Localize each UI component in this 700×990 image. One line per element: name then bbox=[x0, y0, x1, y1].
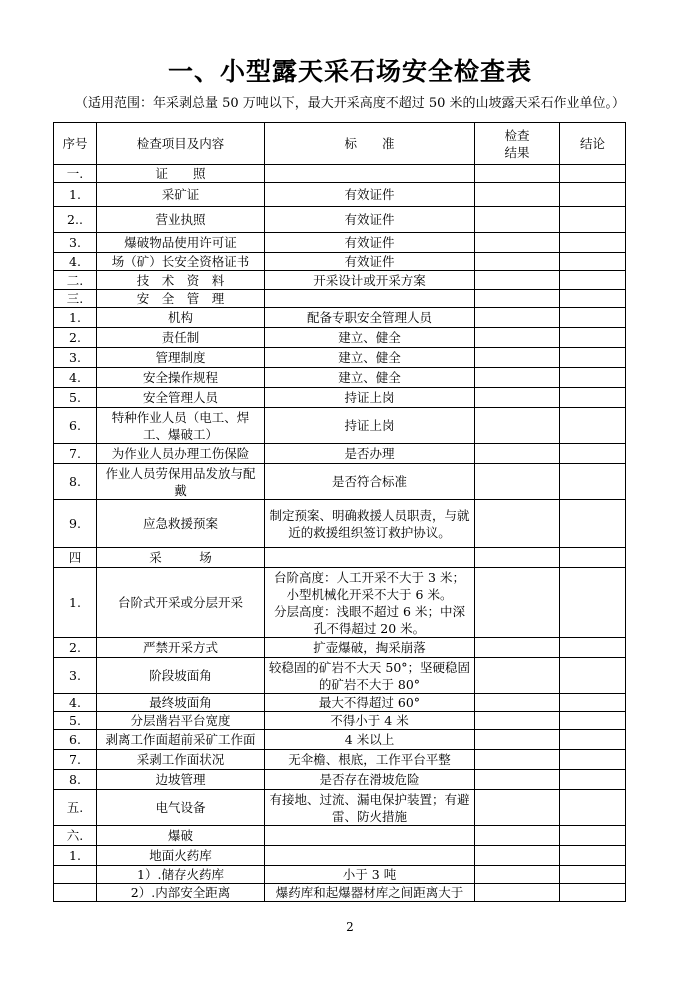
row-standard: 有效证件 bbox=[265, 183, 475, 207]
row-no: 六. bbox=[54, 826, 97, 846]
row-conclusion bbox=[560, 638, 626, 658]
row-conclusion bbox=[560, 444, 626, 464]
row-item: 2）.内部安全距离 bbox=[97, 884, 265, 902]
table-row bbox=[54, 884, 626, 902]
row-result bbox=[475, 388, 560, 408]
row-item: 采剥工作面状况 bbox=[97, 750, 265, 770]
row-conclusion bbox=[560, 770, 626, 790]
row-item: 严禁开采方式 bbox=[97, 638, 265, 658]
row-item: 机构 bbox=[97, 308, 265, 328]
row-conclusion bbox=[560, 548, 626, 568]
row-result bbox=[475, 348, 560, 368]
row-standard: 较稳固的矿岩不大天 50°；坚硬稳固的矿岩不大于 80° bbox=[265, 658, 475, 694]
row-result bbox=[475, 308, 560, 328]
row-conclusion bbox=[560, 500, 626, 548]
row-standard: 配备专职安全管理人员 bbox=[265, 308, 475, 328]
table-row bbox=[54, 183, 626, 207]
row-no: 6. bbox=[54, 730, 97, 750]
table-row bbox=[54, 388, 626, 408]
row-standard: 有效证件 bbox=[265, 233, 475, 253]
row-item: 分层凿岩平台宽度 bbox=[97, 712, 265, 730]
row-item: 爆破 bbox=[97, 826, 265, 846]
row-result bbox=[475, 658, 560, 694]
row-result bbox=[475, 866, 560, 884]
table-row bbox=[54, 233, 626, 253]
row-standard: 最大不得超过 60° bbox=[265, 694, 475, 712]
row-conclusion bbox=[560, 290, 626, 308]
row-item: 特种作业人员（电工、焊工、爆破工） bbox=[97, 408, 265, 444]
row-result bbox=[475, 253, 560, 271]
row-standard: 建立、健全 bbox=[265, 348, 475, 368]
row-conclusion bbox=[560, 328, 626, 348]
row-item: 地面火药库 bbox=[97, 846, 265, 866]
table-row bbox=[54, 348, 626, 368]
row-no: 3. bbox=[54, 658, 97, 694]
row-standard: 无伞檐、根底，工作平台平整 bbox=[265, 750, 475, 770]
row-no: 五. bbox=[54, 790, 97, 826]
table-row bbox=[54, 548, 626, 568]
row-standard: 有接地、过流、漏电保护装置；有避雷、防火措施 bbox=[265, 790, 475, 826]
row-result bbox=[475, 712, 560, 730]
row-conclusion bbox=[560, 165, 626, 183]
row-item: 采矿证 bbox=[97, 183, 265, 207]
table-row bbox=[54, 308, 626, 328]
row-result bbox=[475, 790, 560, 826]
row-no: 1. bbox=[54, 568, 97, 638]
row-no: 1. bbox=[54, 846, 97, 866]
row-conclusion bbox=[560, 730, 626, 750]
row-no: 2.. bbox=[54, 207, 97, 233]
row-standard: 开采设计或开采方案 bbox=[265, 271, 475, 290]
row-item: 采 场 bbox=[97, 548, 265, 568]
row-conclusion bbox=[560, 712, 626, 730]
row-conclusion bbox=[560, 368, 626, 388]
row-conclusion bbox=[560, 846, 626, 866]
table-row bbox=[54, 271, 626, 290]
row-result bbox=[475, 183, 560, 207]
row-result bbox=[475, 568, 560, 638]
row-standard: 4 米以上 bbox=[265, 730, 475, 750]
row-item: 场（矿）长安全资格证书 bbox=[97, 253, 265, 271]
row-standard bbox=[265, 846, 475, 866]
row-standard: 持证上岗 bbox=[265, 408, 475, 444]
table-row bbox=[54, 408, 626, 444]
row-no: 7. bbox=[54, 750, 97, 770]
row-item: 安全操作规程 bbox=[97, 368, 265, 388]
table-row bbox=[54, 638, 626, 658]
row-no: 5. bbox=[54, 712, 97, 730]
row-result bbox=[475, 500, 560, 548]
row-result bbox=[475, 328, 560, 348]
row-standard: 建立、健全 bbox=[265, 328, 475, 348]
row-conclusion bbox=[560, 183, 626, 207]
row-conclusion bbox=[560, 348, 626, 368]
row-no: 7. bbox=[54, 444, 97, 464]
row-no: 三. bbox=[54, 290, 97, 308]
row-standard: 扩壶爆破，掏采崩落 bbox=[265, 638, 475, 658]
row-result bbox=[475, 207, 560, 233]
row-no: 2. bbox=[54, 638, 97, 658]
row-result bbox=[475, 846, 560, 866]
row-conclusion bbox=[560, 826, 626, 846]
row-no: 5. bbox=[54, 388, 97, 408]
row-standard: 是否存在滑坡危险 bbox=[265, 770, 475, 790]
row-no: 二. bbox=[54, 271, 97, 290]
row-item: 爆破物品使用许可证 bbox=[97, 233, 265, 253]
row-result bbox=[475, 548, 560, 568]
row-no: 四 bbox=[54, 548, 97, 568]
row-no: 4. bbox=[54, 694, 97, 712]
row-item: 最终坡面角 bbox=[97, 694, 265, 712]
row-no: 3. bbox=[54, 348, 97, 368]
row-result bbox=[475, 638, 560, 658]
row-conclusion bbox=[560, 866, 626, 884]
table-row bbox=[54, 730, 626, 750]
header-no: 序号 bbox=[54, 123, 97, 165]
row-item: 台阶式开采或分层开采 bbox=[97, 568, 265, 638]
row-result bbox=[475, 271, 560, 290]
table-row bbox=[54, 464, 626, 500]
row-item: 证 照 bbox=[97, 165, 265, 183]
row-item: 应急救援预案 bbox=[97, 500, 265, 548]
row-no: 6. bbox=[54, 408, 97, 444]
row-conclusion bbox=[560, 658, 626, 694]
row-conclusion bbox=[560, 884, 626, 902]
row-conclusion bbox=[560, 388, 626, 408]
row-no bbox=[54, 884, 97, 902]
row-result bbox=[475, 165, 560, 183]
row-item: 作业人员劳保用品发放与配戴 bbox=[97, 464, 265, 500]
row-result bbox=[475, 290, 560, 308]
row-no bbox=[54, 866, 97, 884]
row-standard: 不得小于 4 米 bbox=[265, 712, 475, 730]
row-no: 一. bbox=[54, 165, 97, 183]
table-row bbox=[54, 500, 626, 548]
table-row bbox=[54, 165, 626, 183]
row-item: 安 全 管 理 bbox=[97, 290, 265, 308]
row-item: 安全管理人员 bbox=[97, 388, 265, 408]
inspection-table bbox=[53, 122, 626, 902]
row-item: 电气设备 bbox=[97, 790, 265, 826]
table-row bbox=[54, 846, 626, 866]
row-result bbox=[475, 826, 560, 846]
table-row bbox=[54, 770, 626, 790]
row-no: 9. bbox=[54, 500, 97, 548]
table-row bbox=[54, 658, 626, 694]
table-row bbox=[54, 568, 626, 638]
row-standard: 有效证件 bbox=[265, 207, 475, 233]
row-conclusion bbox=[560, 568, 626, 638]
row-standard: 有效证件 bbox=[265, 253, 475, 271]
row-result bbox=[475, 233, 560, 253]
row-standard bbox=[265, 826, 475, 846]
table-row bbox=[54, 253, 626, 271]
row-result bbox=[475, 368, 560, 388]
table-header-row bbox=[54, 123, 626, 165]
row-item: 责任制 bbox=[97, 328, 265, 348]
row-result bbox=[475, 464, 560, 500]
row-conclusion bbox=[560, 750, 626, 770]
header-result: 检查 结果 bbox=[475, 123, 560, 165]
row-standard: 持证上岗 bbox=[265, 388, 475, 408]
row-standard: 制定预案、明确救援人员职责，与就近的救援组织签订救护协议。 bbox=[265, 500, 475, 548]
row-item: 阶段坡面角 bbox=[97, 658, 265, 694]
row-no: 4. bbox=[54, 253, 97, 271]
row-conclusion bbox=[560, 253, 626, 271]
row-no: 4. bbox=[54, 368, 97, 388]
row-item: 技 术 资 料 bbox=[97, 271, 265, 290]
row-conclusion bbox=[560, 308, 626, 328]
row-standard: 建立、健全 bbox=[265, 368, 475, 388]
row-conclusion bbox=[560, 233, 626, 253]
table-row bbox=[54, 790, 626, 826]
row-no: 8. bbox=[54, 464, 97, 500]
table-row bbox=[54, 866, 626, 884]
row-result bbox=[475, 770, 560, 790]
row-conclusion bbox=[560, 464, 626, 500]
row-conclusion bbox=[560, 790, 626, 826]
table-row bbox=[54, 826, 626, 846]
row-conclusion bbox=[560, 207, 626, 233]
row-result bbox=[475, 444, 560, 464]
row-standard bbox=[265, 290, 475, 308]
row-conclusion bbox=[560, 694, 626, 712]
row-conclusion bbox=[560, 271, 626, 290]
row-standard bbox=[265, 165, 475, 183]
row-standard: 是否符合标准 bbox=[265, 464, 475, 500]
table-row bbox=[54, 290, 626, 308]
row-standard: 台阶高度：人工开采不大于 3 米；小型机械化开采不大于 6 米。 分层高度：浅眼不超过 6 米；中深孔不得超过 20 米。 bbox=[265, 568, 475, 638]
header-standard: 标 准 bbox=[265, 123, 475, 165]
table-row bbox=[54, 207, 626, 233]
row-no: 2. bbox=[54, 328, 97, 348]
row-result bbox=[475, 884, 560, 902]
row-result bbox=[475, 730, 560, 750]
table-row bbox=[54, 444, 626, 464]
row-no: 3. bbox=[54, 233, 97, 253]
table-row bbox=[54, 328, 626, 348]
table-row bbox=[54, 368, 626, 388]
row-item: 为作业人员办理工伤保险 bbox=[97, 444, 265, 464]
row-result bbox=[475, 750, 560, 770]
row-no: 1. bbox=[54, 308, 97, 328]
row-item: 边坡管理 bbox=[97, 770, 265, 790]
row-no: 1. bbox=[54, 183, 97, 207]
row-item: 1）.储存火药库 bbox=[97, 866, 265, 884]
document-title: 一、小型露天采石场安全检查表 bbox=[167, 57, 532, 86]
table-row bbox=[54, 712, 626, 730]
row-standard: 是否办理 bbox=[265, 444, 475, 464]
row-item: 营业执照 bbox=[97, 207, 265, 233]
row-standard: 爆药库和起爆器材库之间距离大于 bbox=[265, 884, 475, 902]
page-number: 2 bbox=[346, 920, 354, 934]
table-row bbox=[54, 694, 626, 712]
row-item: 管理制度 bbox=[97, 348, 265, 368]
row-standard bbox=[265, 548, 475, 568]
row-item: 剥离工作面超前采矿工作面 bbox=[97, 730, 265, 750]
header-item: 检查项目及内容 bbox=[97, 123, 265, 165]
row-result bbox=[475, 408, 560, 444]
header-conclusion: 结论 bbox=[560, 123, 626, 165]
row-standard: 小于 3 吨 bbox=[265, 866, 475, 884]
row-conclusion bbox=[560, 408, 626, 444]
row-result bbox=[475, 694, 560, 712]
table-row bbox=[54, 750, 626, 770]
scope-note: （适用范围：年采剥总量 50 万吨以下，最大开采高度不超过 50 米的山坡露天采石作业单位。） bbox=[74, 96, 626, 111]
row-no: 8. bbox=[54, 770, 97, 790]
